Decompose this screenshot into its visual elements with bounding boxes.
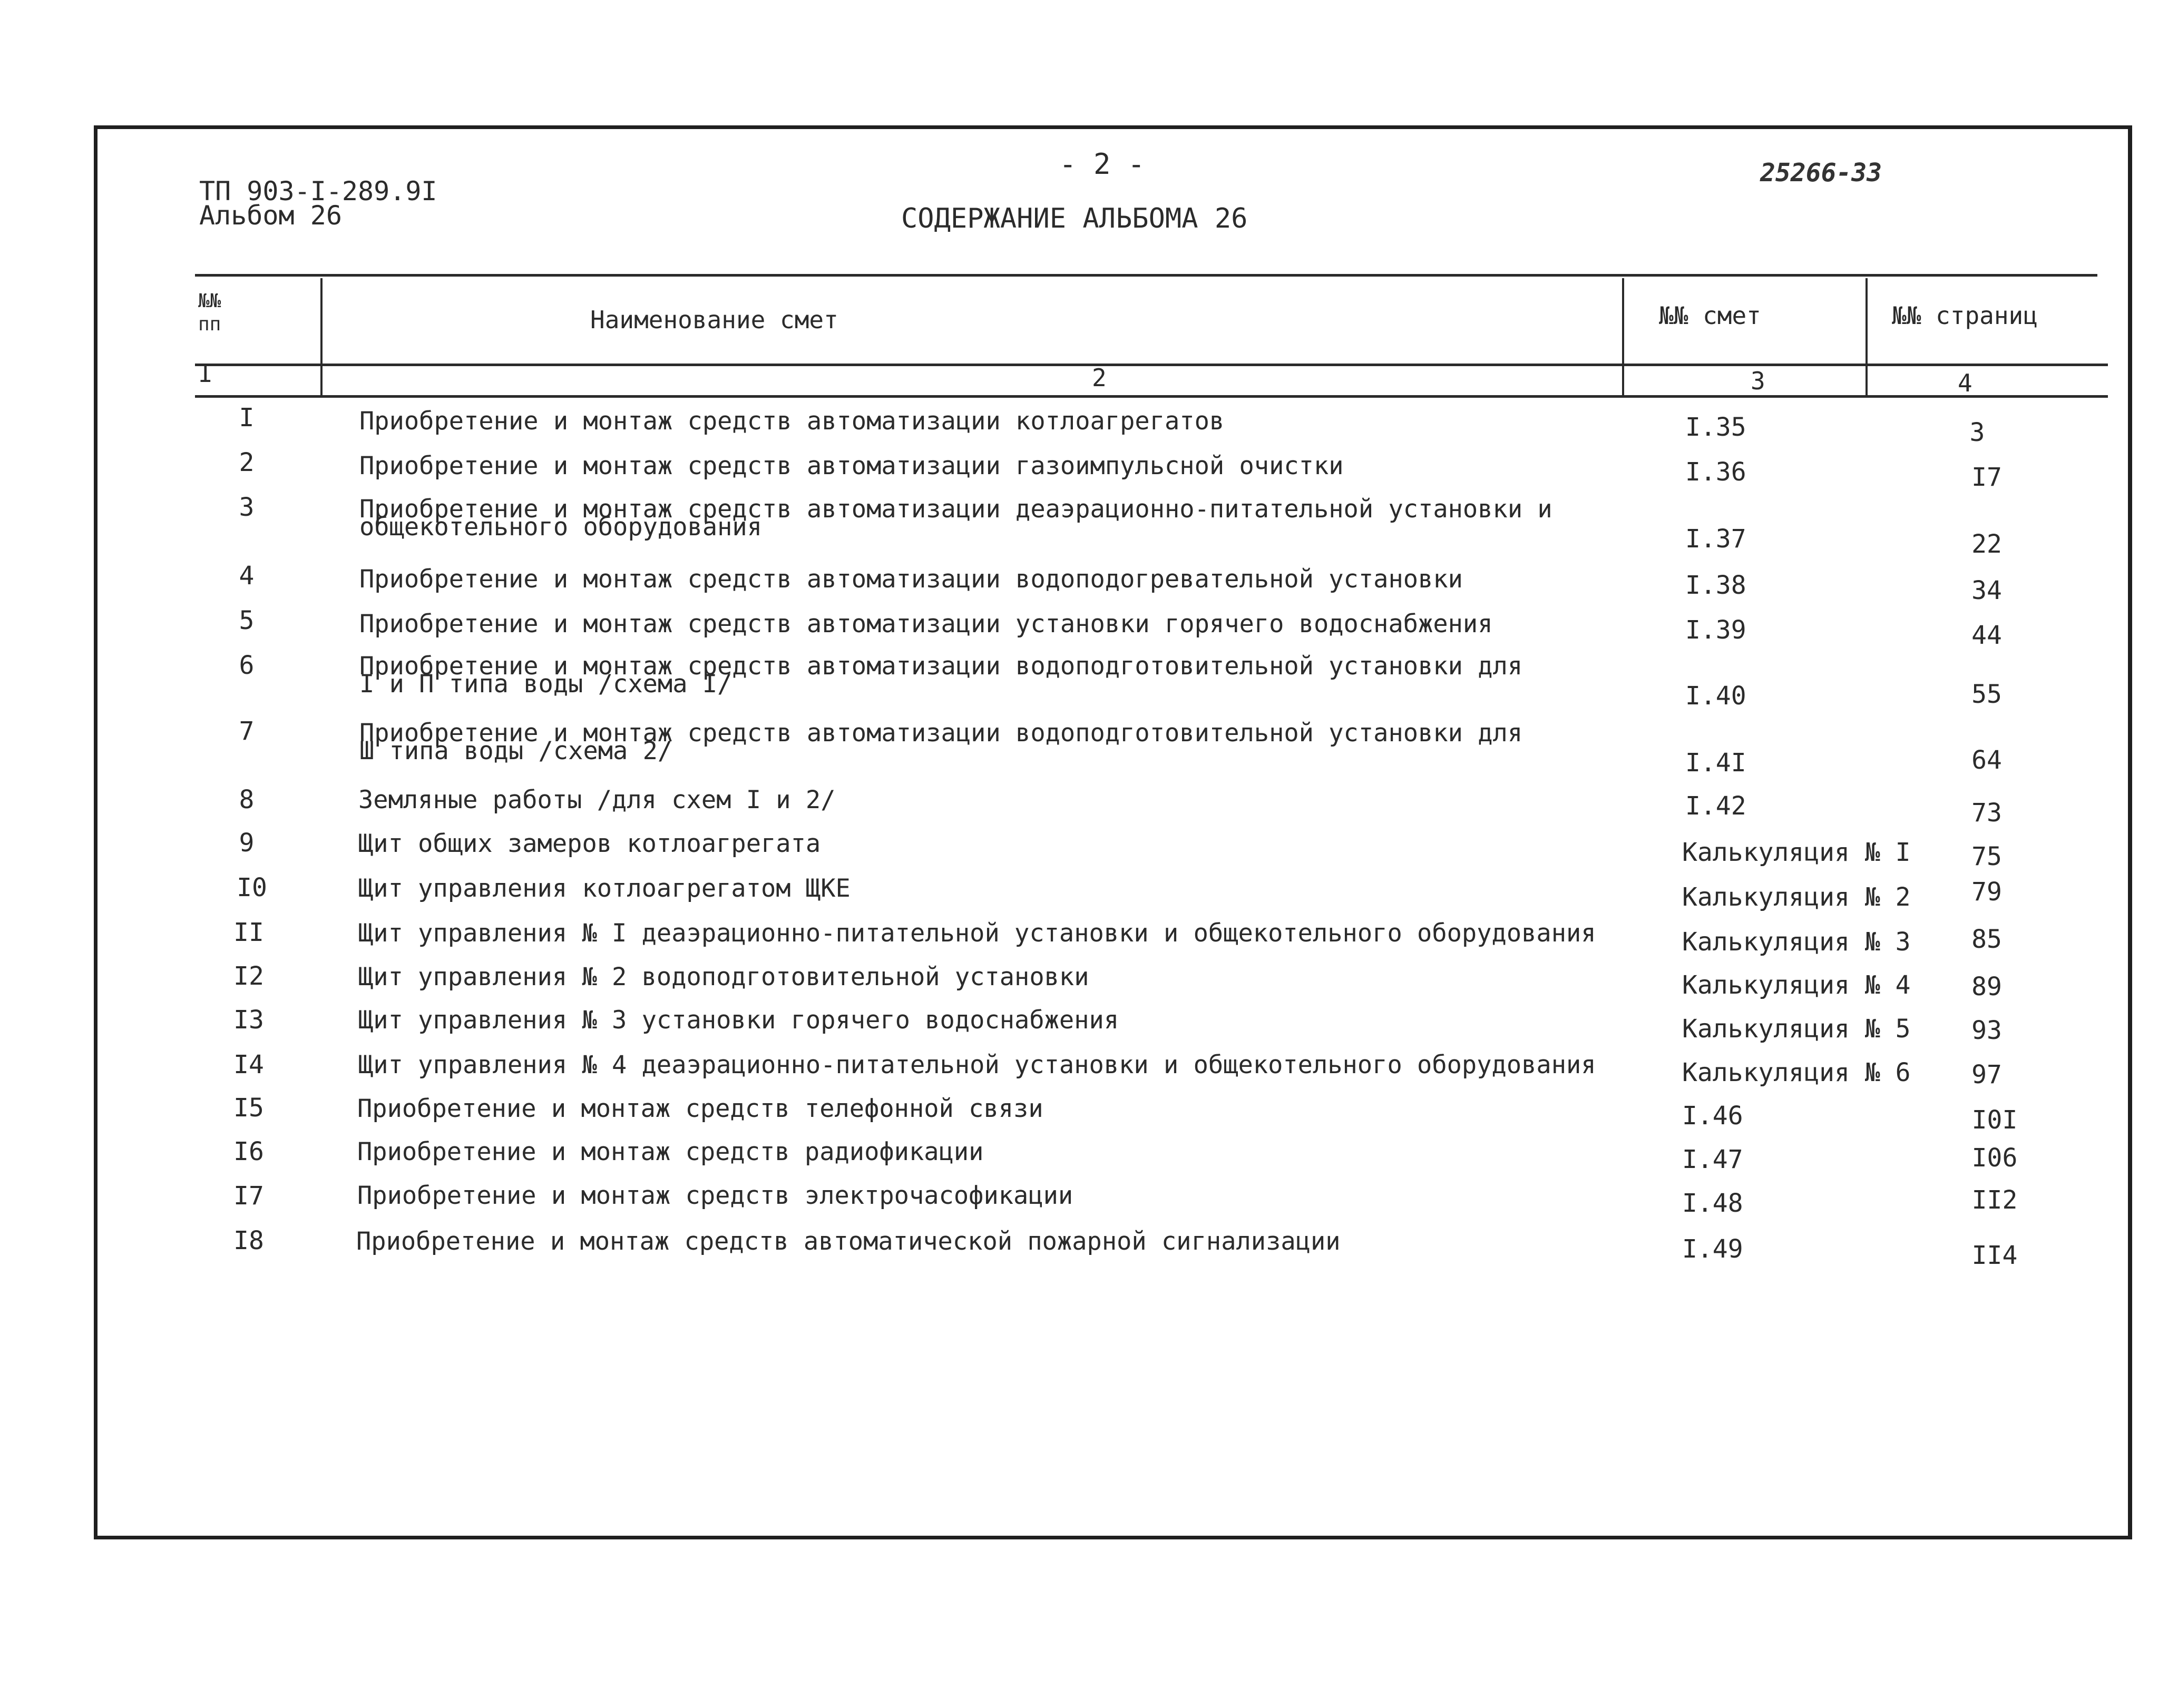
row-name: Приобретение и монтаж средств автоматизации газоимпульсной очистки [359,451,1344,480]
row-name: Щит управления № 4 деаэрационно-питательной установки и общекотельного оборудования [358,1051,1596,1079]
row-name: Приобретение и монтаж средств автоматизации водоподготовительной установки для Ш типа воды /схема 2/ [359,719,1523,765]
document-code-line1: ТП 903-I-289.9I [199,176,437,207]
row-name: Щит управления № 3 установки горячего водоснабжения [358,1006,1119,1035]
row-number: 9 [239,828,255,858]
row-page: 89 [1971,972,2002,1002]
row-page: I0I [1971,1105,2018,1135]
row-number: I2 [233,961,264,991]
row-page: 75 [1971,842,2002,871]
row-number: 8 [239,785,255,814]
row-number: I3 [233,1005,264,1035]
row-estimate: I.49 [1682,1234,1743,1264]
colnum-2: 2 [1092,364,1107,392]
row-name: Приобретение и монтаж средств автоматизации водоподогревательной установки [359,565,1463,594]
row-number: 4 [239,561,255,591]
row-page: 73 [1971,798,2002,828]
row-estimate: I.47 [1682,1145,1743,1174]
row-estimate: I.40 [1685,681,1746,711]
row-page: 55 [1971,680,2002,709]
row-number: I6 [233,1137,264,1166]
row-page: 22 [1971,529,2002,559]
row-number: I5 [233,1093,264,1123]
row-number: I4 [233,1050,264,1079]
row-estimate: I.46 [1682,1101,1743,1131]
row-estimate: Калькуляция № 5 [1682,1014,1911,1044]
row-number: I0 [237,873,267,902]
row-page: 93 [1971,1016,2002,1045]
row-estimate: I.36 [1685,457,1746,487]
row-name: Щит управления № 2 водоподготовительной установки [358,963,1089,992]
header-estimate: №№ смет [1659,301,1761,330]
row-number: 7 [239,716,255,746]
row-estimate: I.42 [1685,791,1746,821]
row-name: Щит управления котлоагрегатом ЩКЕ [358,874,851,903]
row-page: I7 [1971,463,2002,492]
header-pages: №№ страниц [1892,301,2038,330]
row-name: Щит управления № I деаэрационно-питательной установки и общекотельного оборудования [358,919,1596,948]
row-name: Приобретение и монтаж средств автоматизации установки горячего водоснабжения [359,610,1493,639]
document-code [199,176,437,231]
row-estimate: Калькуляция № 4 [1682,970,1911,1000]
row-estimate: I.39 [1685,615,1746,645]
header-name: Наименование смет [590,306,838,334]
page-title: СОДЕРЖАНИЕ АЛЬБОМА 26 [901,203,1248,234]
row-estimate: Калькуляция № I [1682,838,1911,867]
colnum-1: I [198,359,213,388]
row-name: Приобретение и монтаж средств электрочасофикации [357,1181,1073,1210]
row-page: 97 [1971,1060,2002,1089]
row-page: 44 [1971,621,2002,650]
row-page: II4 [1971,1241,2018,1270]
row-number: 2 [239,448,255,477]
page-number: - 2 - [1059,148,1145,181]
row-name: Приобретение и монтаж средств автоматизации котлоагрегатов [359,407,1225,436]
table-top-rule [195,274,2097,277]
colnum-3: 3 [1751,367,1765,395]
row-name: Приобретение и монтаж средств автоматизации деаэрационно-питательной установки и общекотельного оборудования [359,495,1552,542]
header-number-line1: №№ [198,290,221,312]
row-name: Приобретение и монтаж средств радиофикации [357,1137,984,1166]
table-col-divider-3 [1866,278,1868,395]
row-estimate: I.37 [1685,524,1746,554]
row-name: Земляные работы /для схем I и 2/ [358,786,836,814]
row-number: 6 [239,651,255,680]
row-page: 3 [1969,418,1985,447]
row-estimate: I.38 [1685,571,1746,600]
header-number [198,290,221,336]
row-number: I [239,403,255,433]
row-page: II2 [1971,1185,2018,1215]
table-col-divider-2 [1622,278,1624,395]
row-number: I8 [233,1226,264,1255]
row-number: 5 [239,606,255,635]
row-page: I06 [1971,1143,2018,1173]
row-number: I7 [233,1181,264,1211]
row-page: 79 [1971,877,2002,907]
row-name: Приобретение и монтаж средств автоматической пожарной сигнализации [356,1227,1341,1256]
row-page: 34 [1971,576,2002,605]
row-name: Щит общих замеров котлоагрегата [358,829,821,858]
row-estimate: Калькуляция № 2 [1682,882,1911,912]
row-estimate: Калькуляция № 3 [1682,927,1911,957]
row-page: 85 [1971,925,2002,954]
row-name: Приобретение и монтаж средств автоматизации водоподготовительной установки для I и П типа воды /схема I/ [359,652,1523,699]
header-number-line2: пп [198,313,221,335]
table-col-divider-1 [320,278,323,395]
table-colnum-rule [195,395,2108,398]
row-number: II [233,918,264,947]
row-name: Приобретение и монтаж средств телефонной связи [357,1094,1043,1123]
row-page: 64 [1971,745,2002,775]
row-number: 3 [239,493,255,522]
colnum-4: 4 [1958,369,1972,397]
archive-stamp: 25266-33 [1760,158,1882,188]
row-estimate: I.48 [1682,1189,1743,1218]
table-header-rule [195,364,2108,366]
row-estimate: Калькуляция № 6 [1682,1058,1911,1087]
row-estimate: I.35 [1685,413,1746,442]
row-estimate: I.4I [1685,748,1746,778]
document-code-line2: Альбом 26 [199,200,342,231]
